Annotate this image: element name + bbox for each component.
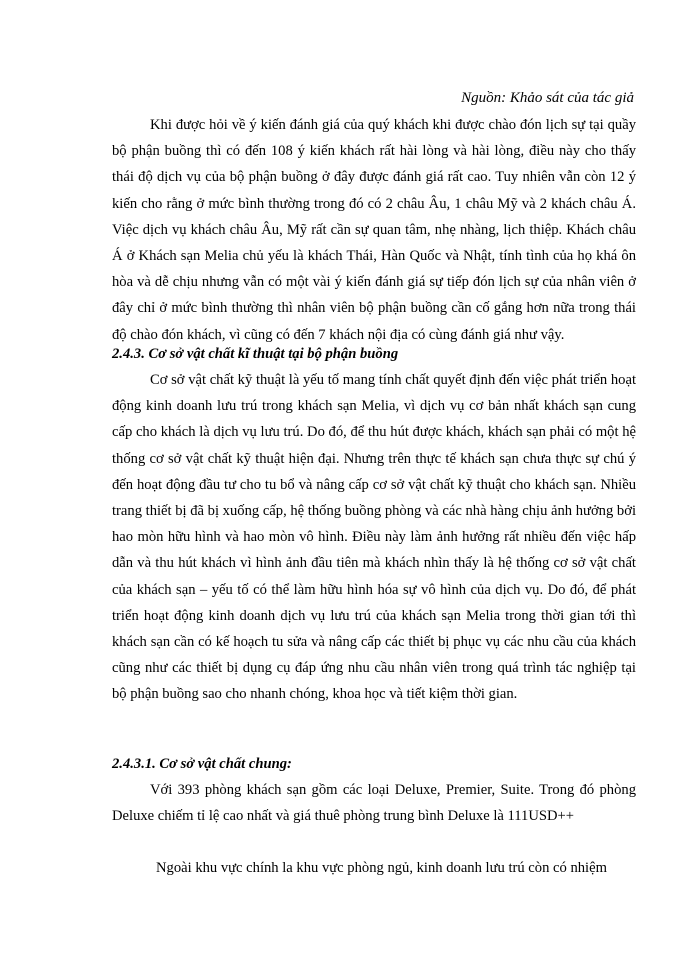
subsection-heading-2-4-3-1: 2.4.3.1. Cơ sở vật chất chung:: [112, 756, 292, 772]
paragraph-facilities: Cơ sở vật chất kỹ thuật là yếu tố mang tính chất quyết định đến việc phát triển hoạt động kinh doanh lưu trú trong khách sạn Melia, vì dịch vụ cơ bản nhất khách sạn cung cấp cho khách là dịch vụ lưu trú. Do đó, để thu hút được khách, khách sạn phải có một hệ thống cơ sở vật chất kỹ thuật hiện đại. Nhưng trên thực tế khách sạn chưa thực sự chú ý đến hoạt động đầu tư cho tu bổ và nâng cấp cơ sở vật chất kỹ thuật cho khách sạn. Nhiều trang thiết bị đã bị xuống cấp, hệ thống buồng phòng và các nhà hàng chịu ảnh hưởng bởi hao mòn hữu hình và hao mòn vô hình. Điều này làm ảnh hưởng rất nhiều đến việc hấp dẫn và thu hút khách vì hình ảnh đầu tiên mà khách nhìn thấy là hệ thống cơ sở vật chất của khách sạn – yếu tố có thể làm hữu hình hóa sự vô hình của dịch vụ. Do đó, để phát triển hoạt động kinh doanh dịch vụ lưu trú của khách sạn Melia trong thời gian tới thì khách sạn cần có kế hoạch tu sửa và nâng cấp các thiết bị phục vụ các nhu cầu của khách cũng như các thiết bị dụng cụ đáp ứng nhu cầu nhân viên trong quá trình tác nghiệp tại bộ phận buồng sao cho nhanh chóng, khoa học và tiết kiệm thời gian.: [112, 372, 636, 703]
paragraph-other-areas: Ngoài khu vực chính la khu vực phòng ngủ, kinh doanh lưu trú còn có nhiệm: [156, 860, 607, 876]
section-heading-2-4-3: 2.4.3. Cơ sở vật chất kĩ thuật tại bộ phận buồng: [112, 346, 399, 362]
paragraph-room-count: Với 393 phòng khách sạn gồm các loại Deluxe, Premier, Suite. Trong đó phòng Deluxe chiếm tỉ lệ cao nhất và giá thuê phòng trung bình Deluxe là 111USD++: [112, 782, 636, 825]
paragraph-guest-feedback: Khi được hỏi về ý kiến đánh giá của quý khách khi được chào đón lịch sự tại quầy bộ phận buồng thì có đến 108 ý kiến khách rất hài lòng và hài lòng, điều này cho thấy thái độ dịch vụ của bộ phận buồng ở đây được đánh giá rất cao. Tuy nhiên vẫn còn 12 ý kiến cho rằng ở mức bình thường trong đó có 2 châu Âu, 1 châu Mỹ và 2 khách châu Á. Việc dịch vụ khách châu Âu, Mỹ rất cần sự quan tâm, nhẹ nhàng, lịch thiệp. Khách châu Á ở Khách sạn Melia chủ yếu là khách Thái, Hàn Quốc và Nhật, tính tình của họ khá ôn hòa và dễ chịu nhưng vẫn có một vài ý kiến đánh giá sự tiếp đón lịch sự của nhân viên ở đây chỉ ở mức bình thường thì nhân viên bộ phận buồng cần cố gắng hơn nữa trong thái độ chào đón khách, vì cũng có đến 7 khách nội địa có cùng đánh giá như vậy.: [112, 117, 636, 343]
source-note: Nguồn: Khảo sát của tác giả: [461, 90, 634, 106]
